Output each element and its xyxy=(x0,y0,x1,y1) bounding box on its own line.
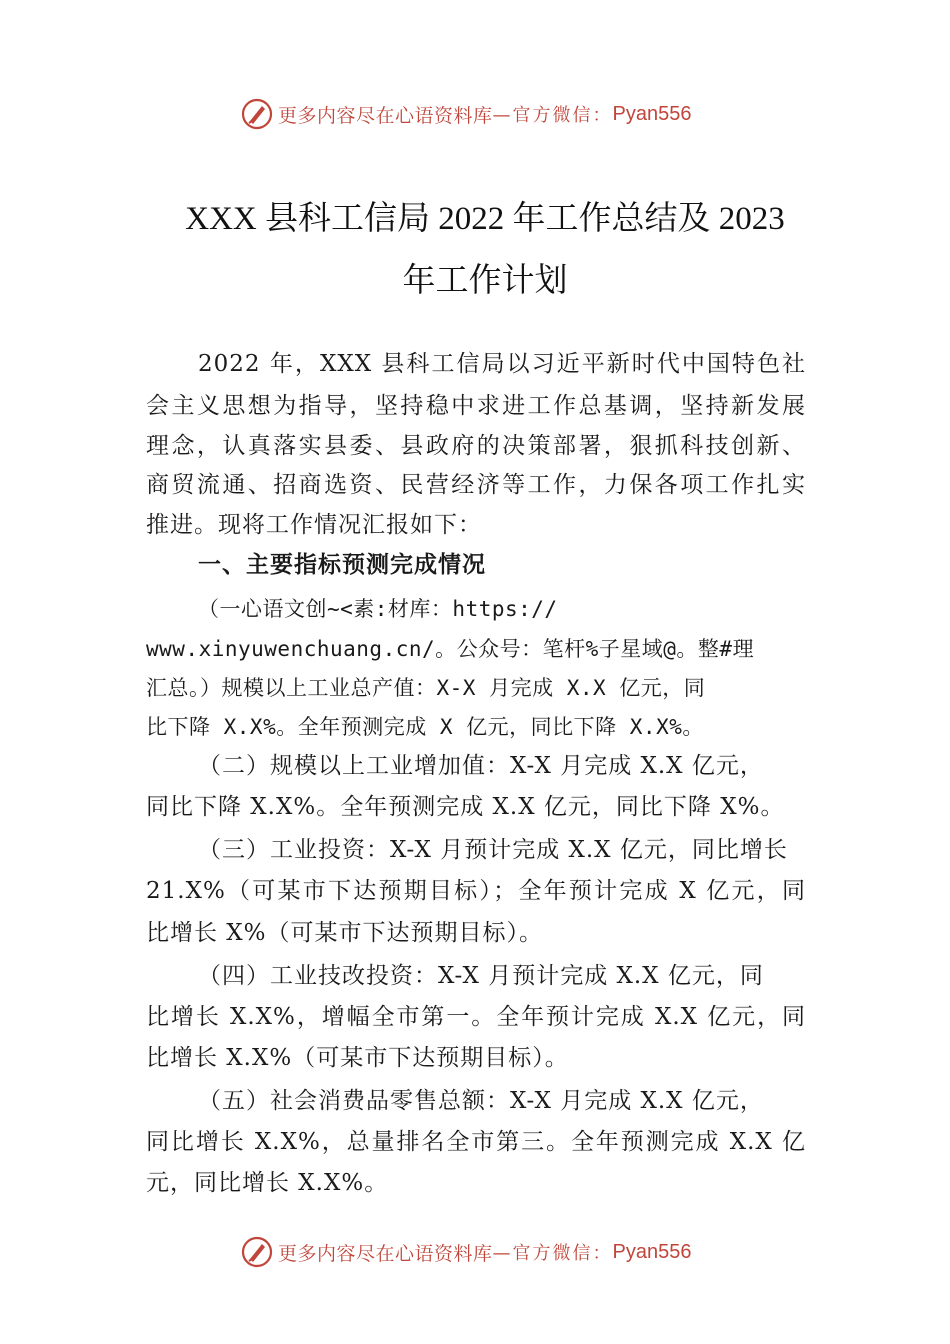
intro-line-4: 商贸流通、招商选资、民营经济等工作，力保各项工作扎实 xyxy=(146,472,806,498)
intro-line-5: 推进。现将工作情况汇报如下： xyxy=(146,512,482,538)
document-title-line-2: 年工作计划 xyxy=(402,263,568,299)
item3-line-3: 比增长 X%（可某市下达预期目标）。 xyxy=(146,920,544,946)
section-heading-1: 一、主要指标预测完成情况 xyxy=(198,552,486,578)
banner-wechat-id: Pyan556 xyxy=(612,1240,692,1263)
item4-line-1: （四）工业技改投资：X-X 月预计完成 X.X 亿元，同 xyxy=(198,963,764,989)
item3-line-1: （三）工业投资：X-X 月预计完成 X.X 亿元，同比增长 xyxy=(198,837,788,863)
pen-logo-icon xyxy=(240,97,274,131)
item1-line-1: （一心语文创~<素:材库：https:// xyxy=(198,597,558,621)
banner-sub-text: —官方微信： xyxy=(492,105,613,126)
pen-logo-icon xyxy=(240,1235,274,1269)
item1-line-3: 汇总。）规模以上工业总产值：X-X 月完成 X.X 亿元，同 xyxy=(146,676,706,700)
banner-main-text: 更多内容尽在心语资料库 xyxy=(278,104,493,127)
item2-line-1: （二）规模以上工业增加值：X-X 月完成 X.X 亿元， xyxy=(198,753,764,779)
item1-line-2: www.xinyuwenchuang.cn/。公众号：笔杆%子星域@。整#理 xyxy=(146,637,755,661)
intro-line-3: 理念，认真落实县委、县政府的决策部署，狠抓科技创新、 xyxy=(146,433,806,459)
banner-main-text: 更多内容尽在心语资料库 xyxy=(278,1242,493,1265)
item3-line-2: 21.X%（可某市下达预期目标）；全年预计完成 X 亿元，同 xyxy=(146,878,806,904)
item5-line-1: （五）社会消费品零售总额：X-X 月完成 X.X 亿元， xyxy=(198,1088,764,1114)
item2-line-2: 同比下降 X.X%。全年预测完成 X.X 亿元，同比下降 X%。 xyxy=(146,794,785,820)
banner-sub-text: —官方微信： xyxy=(492,1243,613,1264)
banner-wechat-id: Pyan556 xyxy=(612,102,692,125)
footer-banner xyxy=(0,1232,950,1272)
document-title-line-1: XXX 县科工信局 2022 年工作总结及 2023 xyxy=(185,201,785,237)
intro-line-2: 会主义思想为指导，坚持稳中求进工作总基调，坚持新发展 xyxy=(146,393,806,419)
item4-line-2: 比增长 X.X%，增幅全市第一。全年预计完成 X.X 亿元，同 xyxy=(146,1004,806,1030)
item5-line-2: 同比增长 X.X%，总量排名全市第三。全年预测完成 X.X 亿 xyxy=(146,1129,806,1155)
item5-line-3: 元，同比增长 X.X%。 xyxy=(146,1170,389,1196)
item1-line-4: 比下降 X.X%。全年预测完成 X 亿元，同比下降 X.X%。 xyxy=(146,715,704,739)
item4-line-3: 比增长 X.X%（可某市下达预期目标）。 xyxy=(146,1045,569,1071)
intro-line-1: 2022 年，XXX 县科工信局以习近平新时代中国特色社 xyxy=(198,351,806,377)
header-banner xyxy=(0,94,950,134)
